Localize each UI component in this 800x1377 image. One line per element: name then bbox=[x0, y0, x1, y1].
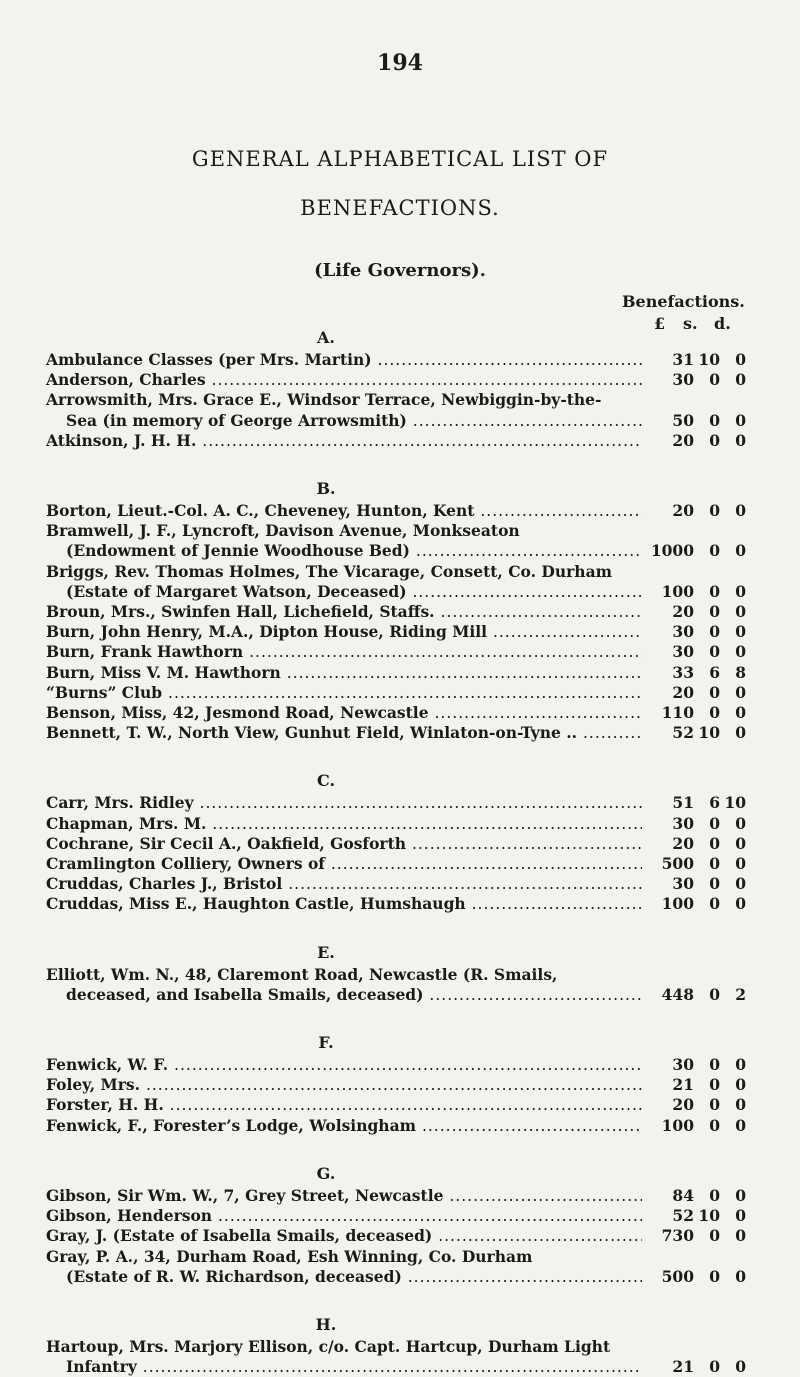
entry-row bbox=[46, 1247, 746, 1287]
amount-pounds: 20 bbox=[672, 602, 694, 622]
entry-name: Broun, Mrs., Swinfen Hall, Lichefield, Staffs. ..... bbox=[46, 602, 642, 622]
entry-row bbox=[46, 663, 746, 683]
section-gap bbox=[46, 1136, 746, 1154]
entry-row bbox=[46, 965, 746, 1005]
amount-pence: 2 bbox=[735, 984, 746, 1004]
benefactions-list bbox=[46, 318, 746, 1377]
amount-shillings: 0 bbox=[709, 581, 720, 601]
entry-line: (Endowment of Jennie Woodhouse Bed) ..... bbox=[46, 541, 642, 561]
amount-pence: 0 bbox=[735, 350, 746, 369]
entry-amount bbox=[648, 1226, 746, 1246]
amount-shillings: 0 bbox=[709, 430, 720, 450]
entry-row bbox=[46, 814, 746, 834]
entry-amount bbox=[648, 370, 746, 390]
entry-amount bbox=[648, 541, 746, 561]
amount-pounds: 448 bbox=[661, 984, 694, 1004]
entry-row bbox=[46, 874, 746, 894]
entry-name: Cochrane, Sir Cecil A., Oakfield, Gosforth ..... bbox=[46, 834, 642, 854]
entry-amount bbox=[648, 663, 746, 683]
amount-pence: 0 bbox=[735, 682, 746, 702]
entry-line: Infantry ..... bbox=[46, 1357, 642, 1377]
amount-pounds: 30 bbox=[672, 1055, 694, 1075]
entry-name bbox=[46, 1247, 642, 1287]
entry-name: Atkinson, J. H. H. ..... bbox=[46, 431, 642, 451]
entry-row bbox=[46, 642, 746, 662]
entry-line: Briggs, Rev. Thomas Holmes, The Vicarage, Consett, Co. Durham bbox=[46, 561, 613, 581]
amount-pounds: 100 bbox=[661, 894, 694, 914]
amount-shillings: 0 bbox=[709, 854, 720, 874]
entry-name: Cruddas, Miss E., Haughton Castle, Humshaugh ..... bbox=[46, 894, 642, 914]
entry-amount bbox=[648, 1186, 746, 1206]
entry-amount bbox=[648, 642, 746, 662]
entry-amount bbox=[648, 834, 746, 854]
entry-row bbox=[46, 521, 746, 561]
amount-shillings: 6 bbox=[709, 793, 720, 813]
amount-pence: 0 bbox=[735, 642, 746, 662]
entry-line: Hartoup, Mrs. Marjory Ellison, c/o. Capt. Hartcup, Durham Light bbox=[46, 1336, 611, 1356]
entry-amount bbox=[648, 1095, 746, 1115]
entry-row bbox=[46, 894, 746, 914]
entry-row bbox=[46, 1226, 746, 1246]
entry-name: Anderson, Charles ..... bbox=[46, 370, 642, 390]
entry-row bbox=[46, 683, 746, 703]
entry-amount bbox=[648, 683, 746, 703]
amount-pence: 0 bbox=[735, 370, 746, 390]
entry-amount bbox=[648, 350, 746, 370]
entry-name: Fenwick, W. F. ..... bbox=[46, 1055, 642, 1075]
entry-line: Gray, P. A., 34, Durham Road, Esh Winning, Co. Durham bbox=[46, 1246, 533, 1266]
entry-name bbox=[46, 521, 642, 561]
section-gap bbox=[46, 451, 746, 469]
amount-pence: 0 bbox=[735, 541, 746, 561]
amount-pence: 0 bbox=[735, 602, 746, 622]
entry-name bbox=[46, 562, 642, 602]
amount-pounds: 21 bbox=[672, 1075, 694, 1095]
entry-amount bbox=[648, 622, 746, 642]
amount-pence: 0 bbox=[735, 1075, 746, 1095]
amount-pounds: 33 bbox=[672, 662, 694, 682]
section-letter: G. bbox=[316, 1163, 336, 1183]
amount-pence: 0 bbox=[735, 723, 746, 743]
entry-amount bbox=[648, 723, 746, 743]
entry-row bbox=[46, 1095, 746, 1115]
entry-name: Benson, Miss, 42, Jesmond Road, Newcastle ..... bbox=[46, 703, 642, 723]
section-letter: A. bbox=[317, 328, 335, 347]
amount-shillings: 0 bbox=[709, 602, 720, 622]
amount-pounds: 730 bbox=[661, 1226, 694, 1246]
amount-shillings: 0 bbox=[709, 813, 720, 833]
entry-line: Arrowsmith, Mrs. Grace E., Windsor Terrace, Newbiggin-by-the- bbox=[46, 390, 602, 410]
entry-amount bbox=[648, 793, 746, 813]
amount-pounds: 110 bbox=[661, 703, 694, 723]
entry-name: Gray, J. (Estate of Isabella Smails, deceased) ..... bbox=[46, 1226, 642, 1246]
subtitle: (Life Governors). bbox=[314, 260, 486, 281]
shillings-header: s. bbox=[683, 314, 698, 333]
amount-pounds: 51 bbox=[672, 793, 694, 813]
amount-pence: 0 bbox=[735, 501, 746, 521]
section-gap bbox=[46, 915, 746, 933]
amount-pounds: 31 bbox=[672, 350, 694, 369]
amount-pence: 0 bbox=[735, 894, 746, 914]
amount-shillings: 0 bbox=[709, 370, 720, 390]
section-letter: E. bbox=[317, 942, 335, 962]
entry-amount bbox=[648, 1357, 746, 1377]
pence-header: d. bbox=[714, 314, 731, 333]
entry-name: Foley, Mrs. ..... bbox=[46, 1075, 642, 1095]
amount-shillings: 10 bbox=[698, 350, 720, 369]
amount-shillings: 0 bbox=[709, 1075, 720, 1095]
amount-pounds: 30 bbox=[672, 370, 694, 390]
amount-shillings: 10 bbox=[698, 1206, 720, 1226]
amount-shillings: 0 bbox=[709, 1185, 720, 1205]
entry-amount bbox=[648, 1055, 746, 1075]
section-letter: B. bbox=[316, 479, 336, 499]
amount-pounds: 500 bbox=[661, 1266, 694, 1286]
section-gap bbox=[46, 743, 746, 761]
section-letter: F. bbox=[318, 1033, 334, 1053]
entry-row bbox=[46, 602, 746, 622]
entry-amount bbox=[648, 1267, 746, 1287]
amount-shillings: 0 bbox=[709, 642, 720, 662]
entry-amount bbox=[648, 854, 746, 874]
benefactions-header: Benefactions. bbox=[622, 292, 745, 311]
amount-pounds: 100 bbox=[661, 1115, 694, 1135]
amount-pounds: 30 bbox=[672, 813, 694, 833]
amount-pounds: 20 bbox=[672, 833, 694, 853]
amount-pence: 0 bbox=[735, 430, 746, 450]
entry-name: Burn, John Henry, M.A., Dipton House, Riding Mill ..... bbox=[46, 622, 642, 642]
amount-pence: 0 bbox=[735, 581, 746, 601]
entry-name: Cruddas, Charles J., Bristol ..... bbox=[46, 874, 642, 894]
amount-shillings: 10 bbox=[698, 723, 720, 743]
entry-row bbox=[46, 1186, 746, 1206]
entry-name: Chapman, Mrs. M. ..... bbox=[46, 814, 642, 834]
entry-row bbox=[46, 1055, 746, 1075]
entry-amount bbox=[648, 602, 746, 622]
amount-shillings: 0 bbox=[709, 1115, 720, 1135]
amount-pence: 8 bbox=[735, 662, 746, 682]
entry-amount bbox=[648, 1075, 746, 1095]
entry-line: deceased, and Isabella Smails, deceased) ..... bbox=[46, 985, 642, 1005]
entry-amount bbox=[648, 814, 746, 834]
amount-pence: 0 bbox=[735, 854, 746, 874]
section-gap bbox=[46, 1287, 746, 1305]
entry-row bbox=[46, 1337, 746, 1377]
section-gap bbox=[46, 1005, 746, 1023]
amount-shillings: 6 bbox=[709, 662, 720, 682]
amount-pounds: 20 bbox=[672, 501, 694, 521]
amount-pence: 0 bbox=[735, 1055, 746, 1075]
entry-amount bbox=[648, 431, 746, 451]
amount-pence: 0 bbox=[735, 1357, 746, 1377]
amount-shillings: 0 bbox=[709, 622, 720, 642]
entry-name: Burn, Miss V. M. Hawthorn ..... bbox=[46, 663, 642, 683]
amount-pence: 0 bbox=[735, 622, 746, 642]
entry-name: Forster, H. H. ..... bbox=[46, 1095, 642, 1115]
amount-pounds: 21 bbox=[672, 1357, 694, 1377]
entry-row bbox=[46, 854, 746, 874]
page-title: GENERAL ALPHABETICAL LIST OF bbox=[191, 147, 609, 171]
amount-shillings: 0 bbox=[709, 984, 720, 1004]
entry-amount bbox=[648, 894, 746, 914]
entry-amount bbox=[648, 874, 746, 894]
amount-pounds: 100 bbox=[661, 581, 694, 601]
amount-pence: 0 bbox=[735, 1226, 746, 1246]
entry-line: (Estate of R. W. Richardson, deceased) ..... bbox=[46, 1267, 642, 1287]
entry-row bbox=[46, 834, 746, 854]
entry-row bbox=[46, 703, 746, 723]
entry-name: Cramlington Colliery, Owners of ..... bbox=[46, 854, 642, 874]
entry-amount bbox=[648, 501, 746, 521]
amount-shillings: 0 bbox=[709, 703, 720, 723]
amount-pounds: 500 bbox=[661, 854, 694, 874]
amount-pounds: 20 bbox=[672, 1095, 694, 1115]
amount-pounds: 20 bbox=[672, 430, 694, 450]
entry-amount bbox=[648, 1116, 746, 1136]
entry-name: Ambulance Classes (per Mrs. Martin) ..... bbox=[46, 350, 642, 370]
amount-pounds: 52 bbox=[672, 1206, 694, 1226]
entry-row bbox=[46, 562, 746, 602]
amount-shillings: 0 bbox=[709, 1095, 720, 1115]
amount-pence: 0 bbox=[735, 813, 746, 833]
amount-pounds: 20 bbox=[672, 682, 694, 702]
amount-shillings: 0 bbox=[709, 501, 720, 521]
amount-pounds: 1000 bbox=[650, 541, 694, 561]
entry-row bbox=[46, 431, 746, 451]
entry-amount bbox=[648, 1206, 746, 1226]
entry-name: Fenwick, F., Forester’s Lodge, Wolsingham ..... bbox=[46, 1116, 642, 1136]
amount-shillings: 0 bbox=[709, 874, 720, 894]
amount-pounds: 84 bbox=[672, 1185, 694, 1205]
amount-pence: 0 bbox=[735, 410, 746, 430]
amount-shillings: 0 bbox=[709, 833, 720, 853]
amount-shillings: 0 bbox=[709, 682, 720, 702]
entry-row bbox=[46, 370, 746, 390]
entry-row bbox=[46, 1075, 746, 1095]
amount-pounds: 50 bbox=[672, 410, 694, 430]
entry-name: Borton, Lieut.-Col. A. C., Cheveney, Hunton, Kent ..... bbox=[46, 501, 642, 521]
amount-shillings: 0 bbox=[709, 410, 720, 430]
amount-pounds: 52 bbox=[672, 723, 694, 743]
amount-pounds: 30 bbox=[672, 622, 694, 642]
entry-name bbox=[46, 390, 642, 430]
amount-pence: 0 bbox=[735, 1206, 746, 1226]
amount-pence: 0 bbox=[735, 1266, 746, 1286]
amount-pence: 0 bbox=[735, 703, 746, 723]
entry-name bbox=[46, 1337, 642, 1377]
page-number: 194 bbox=[377, 50, 423, 76]
amount-shillings: 0 bbox=[709, 541, 720, 561]
amount-pounds: 30 bbox=[672, 642, 694, 662]
entry-row bbox=[46, 622, 746, 642]
amount-pence: 0 bbox=[735, 1185, 746, 1205]
amount-shillings: 0 bbox=[709, 1266, 720, 1286]
amount-pence: 0 bbox=[735, 874, 746, 894]
amount-pence: 0 bbox=[735, 1095, 746, 1115]
entry-row bbox=[46, 793, 746, 813]
amount-shillings: 0 bbox=[709, 1055, 720, 1075]
entry-name: Gibson, Sir Wm. W., 7, Grey Street, Newcastle ..... bbox=[46, 1186, 642, 1206]
pounds-header: £ bbox=[654, 314, 666, 333]
entry-amount bbox=[648, 411, 746, 431]
amount-pence: 0 bbox=[735, 1115, 746, 1135]
entry-name: Burn, Frank Hawthorn ..... bbox=[46, 642, 642, 662]
entry-line: (Estate of Margaret Watson, Deceased) ..... bbox=[46, 582, 642, 602]
entry-name: “Burns” Club ..... bbox=[46, 683, 642, 703]
entry-name: Gibson, Henderson ..... bbox=[46, 1206, 642, 1226]
entry-amount bbox=[648, 703, 746, 723]
section-letter: H. bbox=[315, 1314, 337, 1334]
entry-amount bbox=[648, 582, 746, 602]
entry-name: Bennett, T. W., North View, Gunhut Field, Winlaton-on-Tyne .. ..... bbox=[46, 723, 642, 743]
entry-row bbox=[46, 1116, 746, 1136]
entry-line: Bramwell, J. F., Lyncroft, Davison Avenue, Monkseaton bbox=[46, 521, 520, 541]
amount-pence: 0 bbox=[735, 833, 746, 853]
entry-row bbox=[46, 390, 746, 430]
entry-row bbox=[46, 723, 746, 743]
entry-line: Elliott, Wm. N., 48, Claremont Road, Newcastle (R. Smails, bbox=[46, 964, 558, 984]
section-letter: C. bbox=[316, 771, 336, 791]
entry-row bbox=[46, 350, 746, 370]
amount-pounds: 30 bbox=[672, 874, 694, 894]
entry-name bbox=[46, 965, 642, 1005]
amount-shillings: 0 bbox=[709, 1226, 720, 1246]
entry-row bbox=[46, 501, 746, 521]
amount-shillings: 0 bbox=[709, 894, 720, 914]
entry-name: Carr, Mrs. Ridley ..... bbox=[46, 793, 642, 813]
entry-row bbox=[46, 1206, 746, 1226]
entry-line: Sea (in memory of George Arrowsmith) ..... bbox=[46, 411, 642, 431]
amount-pence: 10 bbox=[724, 793, 746, 813]
entry-amount bbox=[648, 985, 746, 1005]
page-title-continued: BENEFACTIONS. bbox=[300, 196, 500, 220]
amount-shillings: 0 bbox=[709, 1357, 720, 1377]
